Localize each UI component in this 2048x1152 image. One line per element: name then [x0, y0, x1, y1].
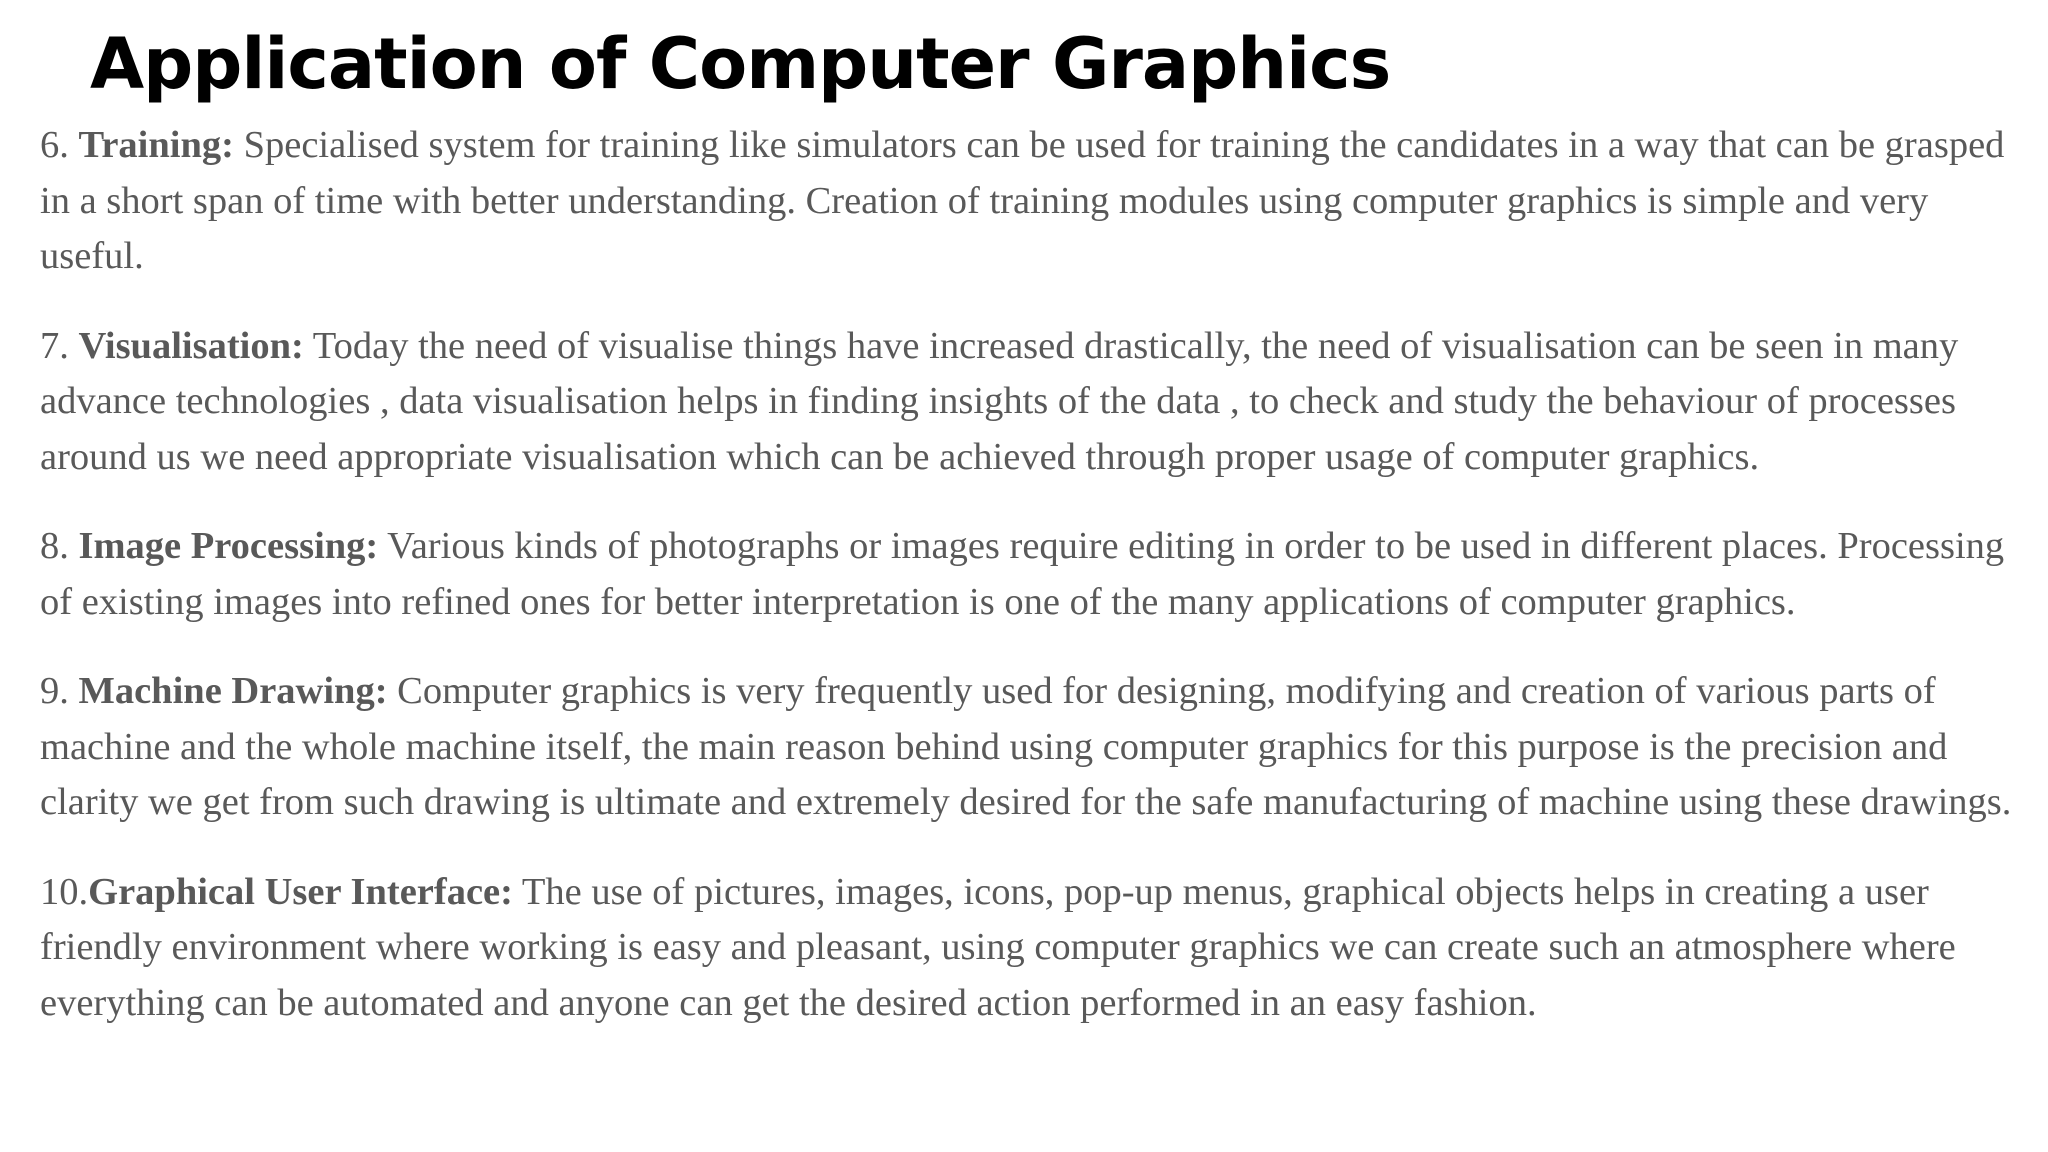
item-text: Today the need of visualise things have increased drastically, the need of visualisation can be seen in many advance technologies , data visualisation helps in finding insights of the data , to check and study the behaviour of processes around us we need appropriate visualisation which can be achieved through proper usage of computer graphics. [40, 324, 1959, 478]
item-number: 7. [40, 324, 79, 367]
item-number: 10. [40, 870, 89, 913]
item-number: 8. [40, 525, 79, 567]
content-list [40, 118, 2025, 1065]
item-term: Machine Drawing: [78, 670, 388, 712]
item-text: Various kinds of photographs or images require editing in order to be used in different places. Processing of existing images into refined ones for better interpretation is one of the many applications of computer graphics. [40, 525, 2005, 623]
list-item-training [40, 118, 2025, 285]
list-item-gui [40, 865, 2025, 1032]
item-number: 6. [40, 124, 79, 166]
item-text: The use of pictures, images, icons, pop-up menus, graphical objects helps in creating a user friendly environment where working is easy and pleasant, using computer graphics we can create such an atmosphere where everything can be automated and anyone can get the desired action performed in an easy fashion. [40, 870, 1956, 1024]
list-item-image-processing [40, 519, 2025, 630]
item-text: Specialised system for training like simulators can be used for training the candidates in a way that can be grasped in a short span of time with better understanding. Creation of training modules using computer graphics is simple and very useful. [40, 124, 2005, 277]
slide-title: Application of Computer Graphics [90, 23, 1391, 105]
list-item-machine-drawing [40, 664, 2025, 831]
item-term: Image Processing: [78, 525, 379, 567]
list-item-visualisation [40, 319, 2025, 486]
item-term: Visualisation: [78, 324, 304, 367]
item-term: Graphical User Interface: [88, 870, 513, 913]
item-term: Training: [78, 124, 234, 166]
item-text: Computer graphics is very frequently used for designing, modifying and creation of various parts of machine and the whole machine itself, the main reason behind using computer graphics for this purpose is the precision and clarity we get from such drawing is ultimate and extremely desired for the safe manufacturing of machine using these drawings. [40, 670, 2012, 823]
item-number: 9. [40, 670, 79, 712]
